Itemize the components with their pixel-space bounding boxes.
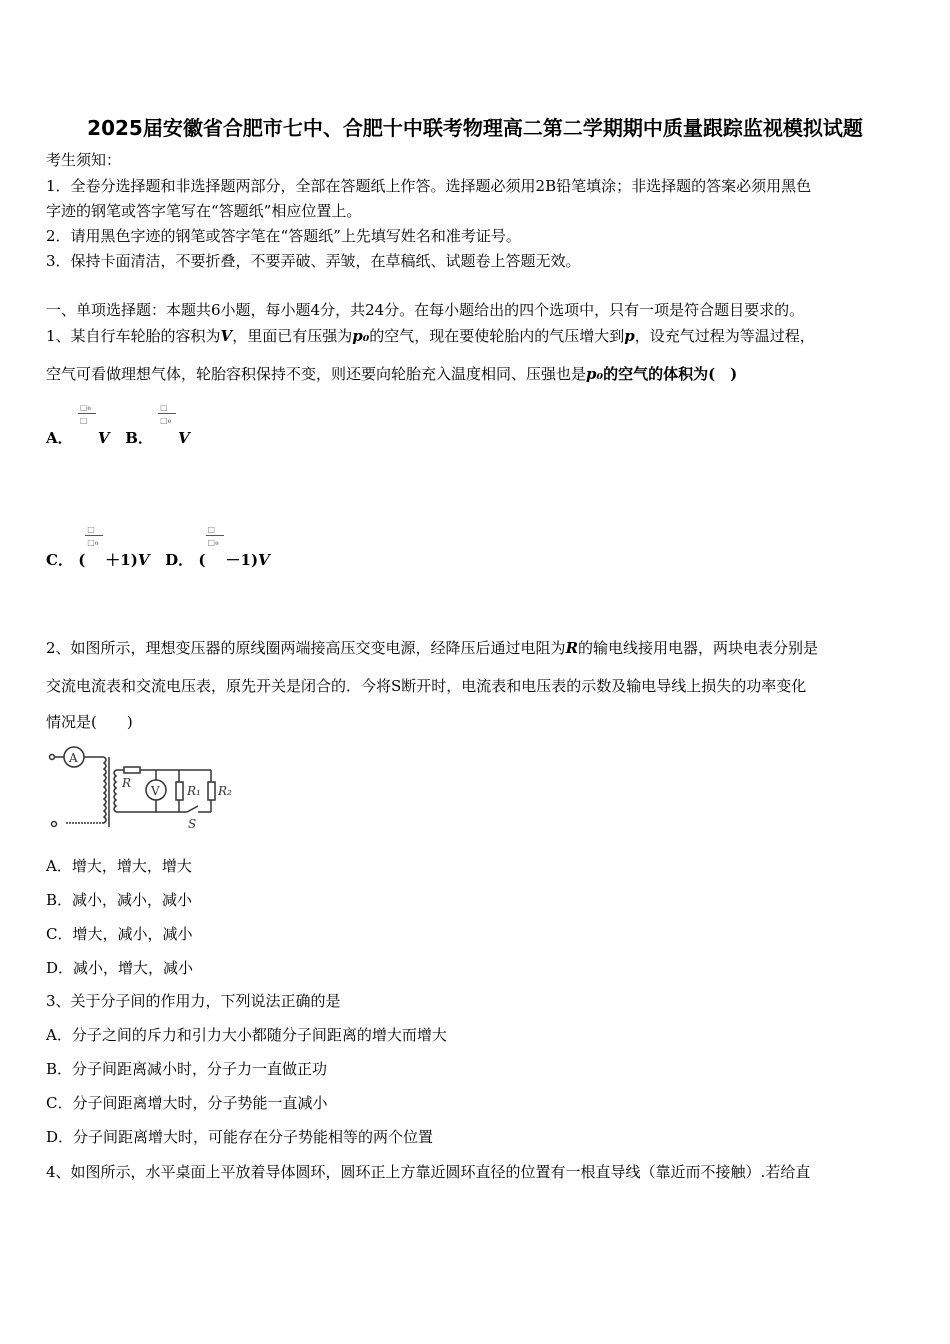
q2-option-b: B．减小，减小，减小 — [46, 891, 193, 909]
q1-stem: 1、某自行车轮胎的容积为V，里面已有压强为p₀的空气，现在要使轮胎内的气压增大到p，设充气过程为等温过程， — [46, 327, 815, 345]
q1-options-cd: C． ( $\frac{□}{\text{□₀}}$ ＋1)V D． ( $\frac{□}{\text{□₀}}$ －1)V — [46, 524, 270, 569]
q3-option-d: D．分子间距离增大时，可能存在分子势能相等的两个位置 — [46, 1128, 434, 1146]
fraction: $\frac{□}{\text{□₀}}$ — [85, 551, 105, 571]
svg-text:R₁: R₁ — [187, 784, 201, 798]
notice-line: 字迹的钢笔或答字笔写在“答题纸”相应位置上。 — [46, 202, 362, 220]
q1-options-ab: A． $\frac{\text{□₀}}{□}$ V B． $\frac{□}{\text{□₀}}$ V — [46, 402, 190, 447]
q2-stem-2: 交流电流表和交流电压表，原先开关是闭合的．今将S断开时，电流表和电压表的示数及输电导线上损失的功率变化 — [46, 677, 807, 695]
notice-line: 2．请用黑色字迹的钢笔或答字笔在“答题纸”上先填写姓名和准考证号。 — [46, 227, 521, 245]
q2-stem: 2、如图所示，理想变压器的原线圈两端接高压交变电源，经降压后通过电阻为R的输电线接用电器，两块电表分别是 — [46, 639, 819, 657]
notice-line: 3．保持卡面清洁，不要折叠，不要弄破、弄皱，在草稿纸、试题卷上答题无效。 — [46, 252, 581, 270]
fraction: $\frac{□}{\text{□₀}}$ — [206, 551, 226, 571]
section-heading: 一、单项选择题：本题共6小题，每小题4分，共24分。在每小题给出的四个选项中，只有一项是符合题目要求的。 — [46, 301, 805, 319]
q2-option-c: C．增大，减小，减小 — [46, 925, 193, 943]
q3-stem: 3、关于分子间的作用力，下列说法正确的是 — [46, 992, 341, 1010]
q3-option-c: C．分子间距离增大时，分子势能一直减小 — [46, 1094, 328, 1112]
svg-text:R: R — [122, 776, 132, 790]
q2-stem-3: 情况是( ) — [46, 713, 133, 731]
svg-text:A: A — [69, 751, 78, 765]
page-title: 2025届安徽省合肥市七中、合肥十中联考物理高二第二学期期中质量跟踪监视模拟试题 — [87, 116, 863, 140]
notice-heading: 考生须知： — [46, 151, 122, 169]
fraction: $\frac{□}{\text{□₀}}$ — [158, 429, 178, 449]
q3-option-b: B．分子间距离减小时，分子力一直做正功 — [46, 1060, 328, 1078]
circuit-diagram — [46, 742, 246, 832]
notice-line: 1．全卷分选择题和非选择题两部分，全部在答题纸上作答。选择题必须用2B铅笔填涂；非选择题的答案必须用黑色 — [46, 177, 812, 195]
q3-option-a: A．分子之间的斥力和引力大小都随分子间距离的增大而增大 — [46, 1026, 447, 1044]
switch-icon — [187, 806, 198, 812]
q1-stem-2: 空气可看做理想气体，轮胎容积保持不变，则还要向轮胎充入温度相同、压强也是p₀的空气的体积为( ) — [46, 365, 738, 383]
svg-text:R₂: R₂ — [218, 784, 232, 798]
q4-stem: 4、如图所示，水平桌面上平放着导体圆环，圆环正上方靠近圆环直径的位置有一根直导线（靠近而不接触）.若给直 — [46, 1163, 811, 1181]
svg-text:V: V — [151, 784, 160, 798]
q2-option-a: A．增大，增大，增大 — [46, 857, 192, 875]
fraction: $\frac{\text{□₀}}{□}$ — [78, 429, 98, 449]
svg-text:S: S — [188, 817, 197, 831]
q2-option-d: D．减小，增大，减小 — [46, 959, 194, 977]
